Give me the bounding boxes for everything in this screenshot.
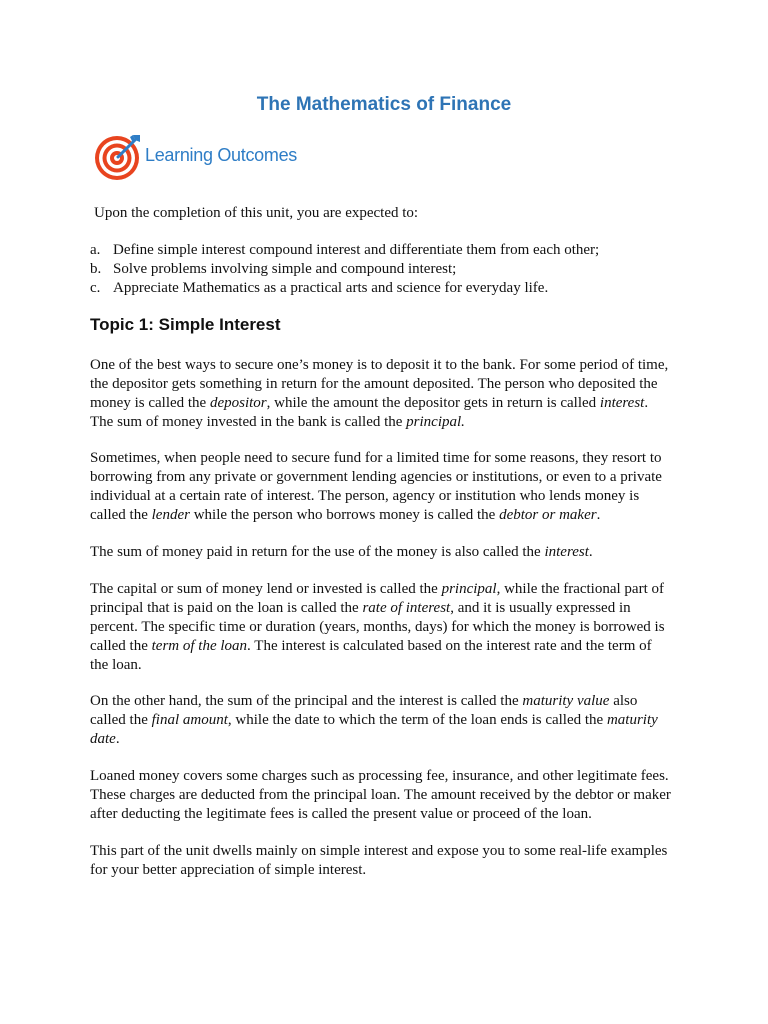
text-run: while the person who borrows money is called the: [189, 507, 500, 523]
paragraph-line: [90, 375, 690, 394]
text-run: These charges are deducted from the principal loan. The amount received by the debtor or maker: [90, 787, 671, 803]
text-run: , and it is usually expressed in: [450, 600, 631, 616]
text-run: after deducting the legitimate fees is called the present value or proceed of the loan.: [90, 806, 592, 822]
emphasized-term: debtor or maker: [499, 507, 597, 523]
text-run: , while the date to which the term of the loan ends is called the: [227, 712, 607, 728]
paragraph-line: [90, 730, 690, 749]
text-run: .: [588, 544, 593, 560]
text-run: , while the amount the depositor gets in return is called: [266, 395, 600, 411]
text-run: The sum of money invested in the bank is called the: [90, 414, 407, 430]
paragraph-line: [90, 449, 690, 468]
paragraph: [90, 692, 690, 749]
paragraph: [90, 543, 690, 562]
text-run: .: [644, 395, 649, 411]
paragraph-line: [90, 767, 690, 786]
paragraph-line: [90, 356, 690, 375]
emphasized-term: principal.: [406, 414, 465, 430]
emphasized-term: principal: [441, 581, 497, 597]
text-run: One of the best ways to secure one’s money is to deposit it to the bank. For some period of time,: [90, 357, 669, 373]
text-run: Sometimes, when people need to secure fund for a limited time for some reasons, they resort to: [90, 450, 662, 466]
paragraph-line: [90, 580, 690, 599]
text-run: for your better appreciation of simple interest.: [90, 862, 367, 878]
emphasized-term: maturity: [606, 712, 658, 728]
text-run: principal that is paid on the loan is called the: [90, 600, 363, 616]
paragraph-line: [90, 413, 690, 432]
paragraph-line: [90, 599, 690, 618]
emphasized-term: term of the loan: [151, 638, 248, 654]
text-run: This part of the unit dwells mainly on simple interest and expose you to some real-life examples: [90, 843, 668, 859]
intro-text: Upon the completion of this unit, you are expected to:: [94, 205, 419, 221]
paragraph-line: [90, 394, 690, 413]
text-run: called the: [90, 638, 152, 654]
paragraph-line: [90, 656, 690, 675]
text-run: money is called the: [90, 395, 210, 411]
paragraph: [90, 449, 690, 525]
text-run: Loaned money covers some charges such as processing fee, insurance, and other legitimate fees.: [90, 768, 669, 784]
text-run: percent. The specific time or duration (years, months, days) for which the money is borrowed is: [90, 619, 665, 635]
text-run: The capital or sum of money lend or invested is called the: [90, 581, 442, 597]
text-run: individual at a certain rate of interest. The person, agency or institution who lends money is: [90, 488, 640, 504]
topic-heading: Topic 1: Simple Interest: [90, 315, 281, 334]
emphasized-term: lender: [151, 507, 190, 523]
list-item: [90, 241, 599, 260]
text-run: also: [609, 693, 638, 709]
text-run: borrowing from any private or government lending agencies or institutions, or even to a private: [90, 469, 662, 485]
list-marker: c.: [90, 280, 101, 296]
outcomes-list: [90, 241, 599, 298]
emphasized-term: rate of interest: [362, 600, 451, 616]
paragraph-line: [90, 618, 690, 637]
list-marker: a.: [90, 242, 101, 258]
paragraph-line: [90, 692, 690, 711]
list-item-text: Solve problems involving simple and compound interest;: [113, 261, 457, 277]
text-run: the loan.: [90, 657, 142, 673]
text-run: , while the fractional part of: [496, 581, 664, 597]
text-run: . The interest is calculated based on the interest rate and the term of: [247, 638, 652, 654]
text-run: called the: [90, 507, 152, 523]
paragraph-line: [90, 468, 690, 487]
paragraph-line: [90, 711, 690, 730]
emphasized-term: final amount: [151, 712, 228, 728]
paragraph: [90, 580, 690, 675]
text-run: .: [115, 731, 120, 747]
paragraph: [90, 767, 690, 824]
text-run: The sum of money paid in return for the use of the money is also called the: [90, 544, 545, 560]
emphasized-term: depositor: [209, 395, 267, 411]
emphasized-term: maturity value: [522, 693, 610, 709]
paragraph-line: [90, 861, 690, 880]
list-item: [90, 279, 599, 298]
learning-outcomes-label: Learning Outcomes: [145, 145, 297, 165]
list-marker: b.: [90, 261, 102, 277]
paragraph-line: [90, 842, 690, 861]
paragraph-line: [90, 506, 690, 525]
emphasized-term: interest: [544, 544, 589, 560]
text-run: .: [596, 507, 601, 523]
list-item: [90, 260, 599, 279]
target-arrow-icon: [94, 131, 144, 183]
text-run: On the other hand, the sum of the principal and the interest is called the: [90, 693, 523, 709]
paragraph-line: [90, 805, 690, 824]
emphasized-term: interest: [599, 395, 645, 411]
text-run: called the: [90, 712, 152, 728]
list-item-text: Appreciate Mathematics as a practical arts and science for everyday life.: [113, 280, 549, 296]
paragraph: [90, 356, 690, 432]
page-title: The Mathematics of Finance: [256, 94, 512, 115]
paragraph-line: [90, 487, 690, 506]
paragraph-line: [90, 786, 690, 805]
list-item-text: Define simple interest compound interest and differentiate them from each other;: [113, 242, 600, 258]
paragraph: [90, 842, 690, 880]
paragraph-line: [90, 543, 690, 562]
text-run: the depositor gets something in return for the amount deposited. The person who deposited the: [90, 376, 658, 392]
emphasized-term: date: [90, 731, 116, 747]
paragraph-line: [90, 637, 690, 656]
